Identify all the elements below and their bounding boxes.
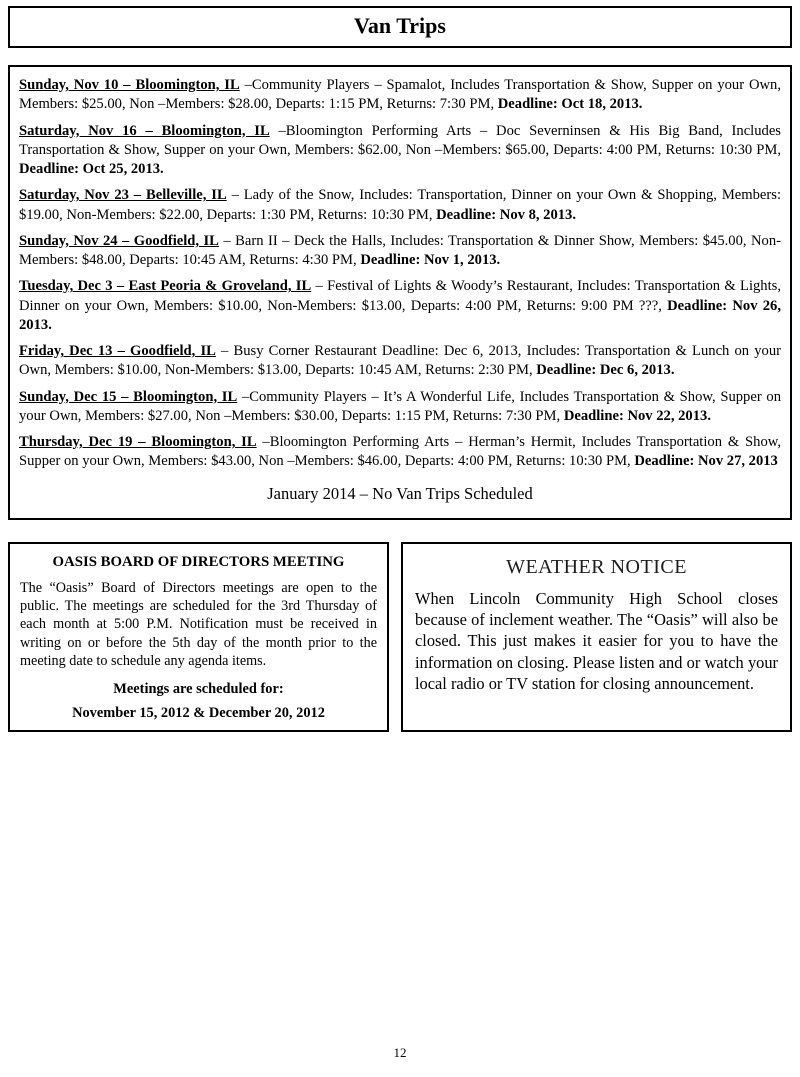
trip-heading: Sunday, Nov 10 – Bloomington, IL (19, 77, 240, 93)
trip-heading: Saturday, Nov 16 – Bloomington, IL (19, 122, 270, 139)
trip-heading: Thursday, Dec 19 – Bloomington, IL (19, 434, 257, 450)
trip-deadline: Deadline: Oct 18, 2013. (497, 96, 643, 113)
trip-deadline: Deadline: Nov 8, 2013. (436, 206, 576, 223)
van-trips-box (8, 65, 792, 520)
trip-body: –Community Players – It’s A Wonderful Life, Includes Transportation & Show, Supper on your Own, Members: $27.00, Non –Members: $30.00, Departs: 1:15 PM, Returns: 7:30 PM, (19, 388, 781, 424)
trip-body: –Bloomington Performing Arts – Herman’s Hermit, Includes Transportation & Show, Supper on your Own, Members: $43.00, Non –Members: $46.00, Departs: 4:00 PM, Returns: 10:30 PM, (19, 434, 781, 470)
trip-entry (19, 388, 781, 427)
trip-entry (19, 232, 781, 271)
page-title-box (8, 6, 792, 48)
trip-deadline: Deadline: Nov 27, 2013 (634, 453, 778, 470)
trip-heading: Tuesday, Dec 3 – East Peoria & Groveland, IL (19, 278, 312, 295)
meetings-schedule-dates: November 15, 2012 & December 20, 2012 (72, 704, 325, 721)
no-trips-note: January 2014 – No Van Trips Scheduled (267, 483, 533, 503)
trip-body: – Busy Corner Restaurant Deadline: Dec 6, 2013, Includes: Transportation & Lunch on your Own, Members: $10.00, Non-Members: $13.00, Departs: 10:45 AM, Returns: 2:30 PM, (19, 343, 782, 379)
meetings-schedule-label: Meetings are scheduled for: (113, 680, 284, 697)
board-meeting-box (8, 542, 389, 732)
trip-heading: Sunday, Nov 24 – Goodfield, IL (19, 232, 219, 249)
trip-body: – Festival of Lights & Woody’s Restaurant, Includes: Transportation & Lights, Dinner on your Own, Members: $10.00, Non-Members: $13.00, Departs: 4:00 PM, Returns: 9:00 PM ???, (19, 278, 781, 314)
trip-heading: Friday, Dec 13 – Goodfield, IL (19, 343, 216, 359)
trip-body: –Community Players – Spamalot, Includes Transportation & Show, Supper on your Own, Members: $25.00, Non –Members: $28.00, Departs: 1:15 PM, Returns: 7:30 PM, (19, 77, 781, 113)
trip-deadline: Deadline: Oct 25, 2013. (19, 161, 164, 177)
trip-deadline: Deadline: Nov 1, 2013. (360, 252, 501, 268)
trip-entry (19, 76, 781, 115)
trip-deadline: Deadline: Nov 22, 2013. (563, 407, 711, 424)
page-number: 12 (393, 1045, 407, 1060)
board-meeting-body: The “Oasis” Board of Directors meetings are open to the public. The meetings are scheduled for the 3rd Thursday of each month at 5:00 P.M. Notification must be received in writing on or before the 5th day of the month prior to the meeting date to schedule any agenda items. (20, 579, 377, 670)
bottom-row (8, 542, 792, 732)
trip-deadline: Deadline: Nov 26, 2013. (19, 297, 781, 333)
trip-body: –Bloomington Performing Arts – Doc Severninsen & His Big Band, Includes Transportation & Show, Supper on your Own, Members: $62.00, Non –Members: $65.00, Departs: 4:00 PM, Returns: 10:30 PM, (19, 122, 781, 158)
trip-entry (19, 186, 781, 225)
trip-body: – Barn II – Deck the Halls, Includes: Transportation & Dinner Show, Members: $45.00, Non-Members: $48.00, Departs: 10:45 AM, Returns: 4:30 PM, (19, 232, 781, 268)
board-meeting-title: OASIS BOARD OF DIRECTORS MEETING (52, 553, 345, 570)
trip-heading: Sunday, Dec 15 – Bloomington, IL (19, 388, 238, 405)
trip-heading: Saturday, Nov 23 – Belleville, IL (19, 187, 227, 204)
trip-entry (19, 342, 781, 381)
weather-notice-title: WEATHER NOTICE (506, 555, 687, 578)
trip-entry (19, 277, 781, 335)
page-title: Van Trips (354, 13, 446, 38)
trip-entry (19, 433, 781, 472)
trip-entry (19, 122, 781, 180)
trip-body: – Lady of the Snow, Includes: Transportation, Dinner on your Own & Shopping, Members: $19.00, Non-Members: $22.00, Departs: 1:30 PM, Returns: 10:30 PM, (19, 187, 781, 223)
trip-deadline: Deadline: Dec 6, 2013. (536, 362, 675, 379)
weather-notice-body: When Lincoln Community High School closes because of inclement weather. The “Oasis” will also be closed. This just makes it easier for you to have the information on closing. Please listen and or watch your local radio or TV station for closing announcement. (415, 588, 778, 694)
weather-notice-box (401, 542, 792, 732)
